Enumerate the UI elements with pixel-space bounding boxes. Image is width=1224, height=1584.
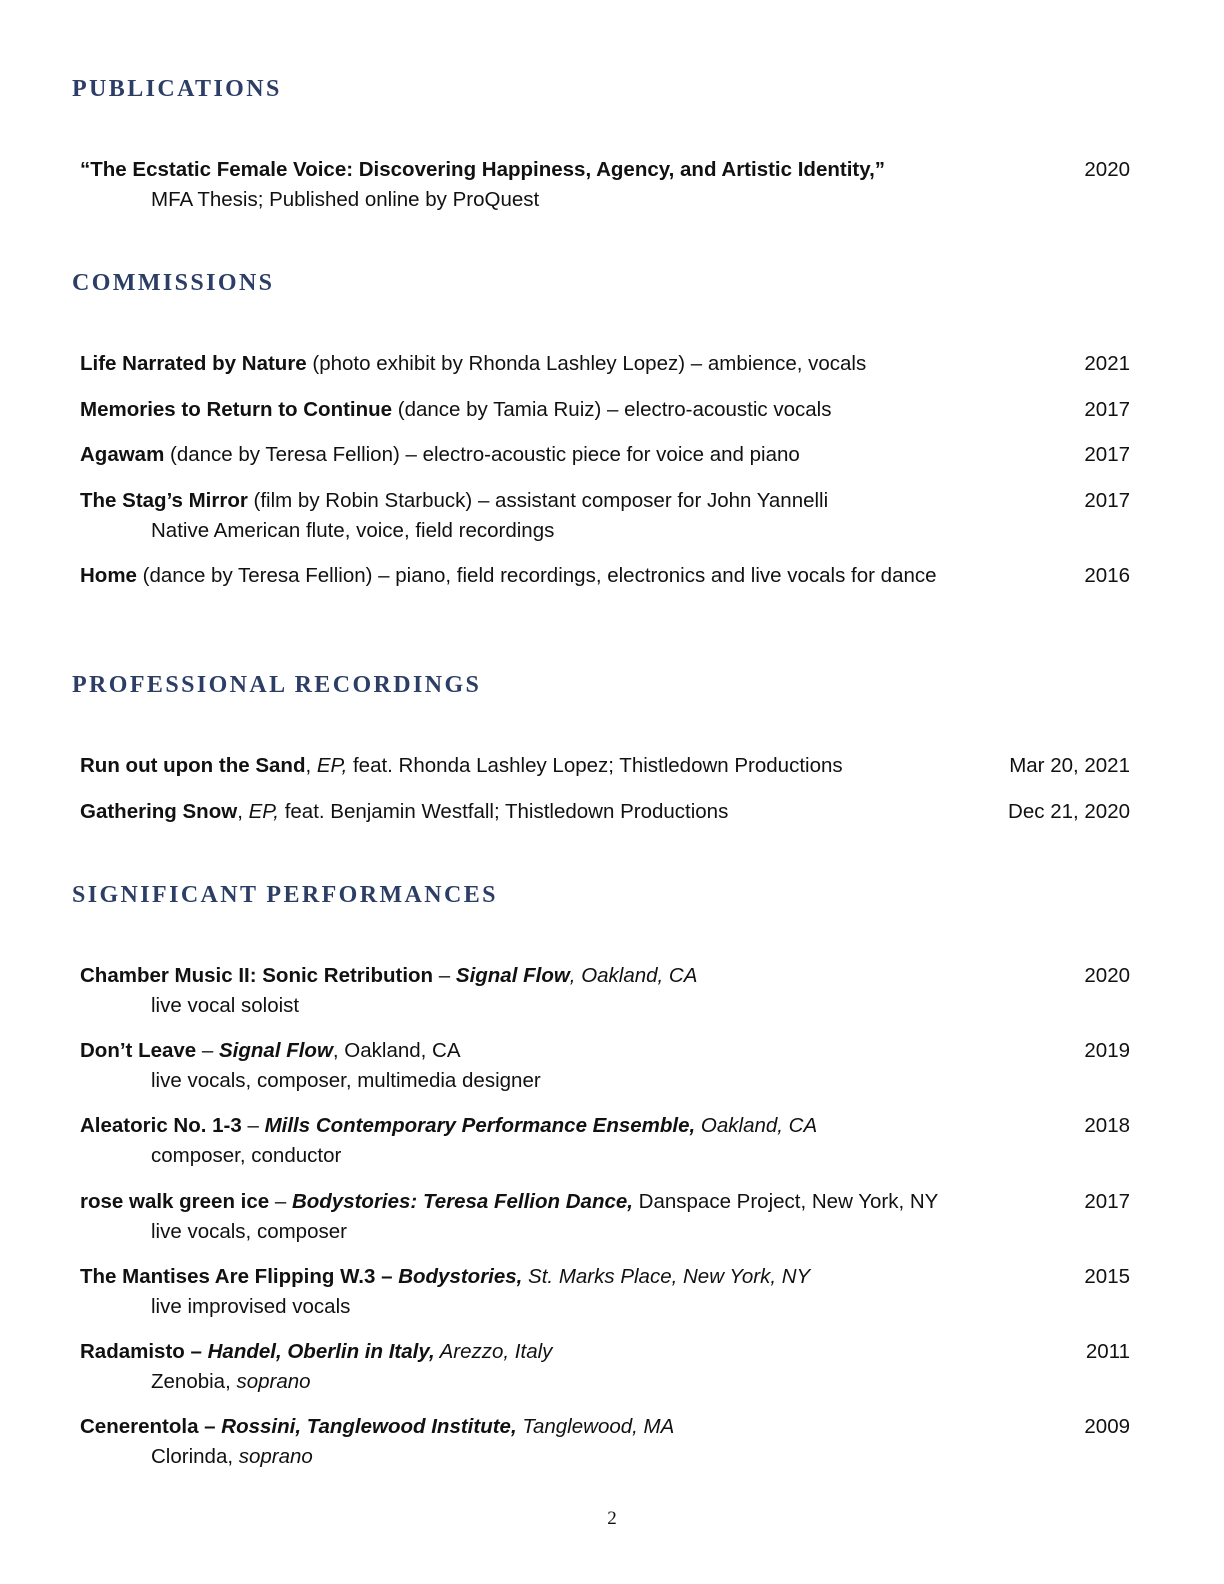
- commission-title: Memories to Return to Continue: [80, 398, 393, 421]
- performance-role: live vocals, composer: [151, 1220, 347, 1243]
- performance-entry: [80, 1262, 1130, 1322]
- performance-title: Aleatoric No. 1-3: [80, 1114, 242, 1137]
- performance-title: Cenerentola: [80, 1415, 199, 1438]
- performance-dash: –: [196, 1039, 219, 1062]
- performance-year: 2019: [1084, 1039, 1130, 1062]
- recording-title: Gathering Snow: [80, 800, 238, 823]
- performance-title: Chamber Music II: Sonic Retribution: [80, 964, 434, 987]
- performance-year: 2015: [1084, 1265, 1130, 1288]
- publication-title: “The Ecstatic Female Voice: Discovering Happiness, Agency, and Artistic Identity,”: [80, 158, 886, 181]
- recording-desc: feat. Rhonda Lashley Lopez; Thistledown Productions: [347, 754, 843, 777]
- performance-location: Danspace Project, New York, NY: [632, 1190, 939, 1213]
- performance-dash: –: [241, 1114, 265, 1137]
- performance-role: live improvised vocals: [151, 1295, 351, 1318]
- role-name: Zenobia,: [151, 1370, 237, 1393]
- commission-title: Life Narrated by Nature: [80, 352, 307, 375]
- recording-format: EP,: [248, 800, 279, 823]
- recording-entry: [80, 751, 1130, 781]
- performance-dash: –: [198, 1415, 222, 1438]
- performance-org: Mills Contemporary Performance Ensemble,: [264, 1114, 696, 1137]
- commission-year: 2017: [1084, 443, 1130, 466]
- performance-year: 2017: [1084, 1190, 1130, 1213]
- commission-desc: (dance by Tamia Ruiz) – electro-acoustic vocals: [392, 398, 832, 421]
- commission-desc: (dance by Teresa Fellion) – electro-acoustic piece for voice and piano: [164, 443, 800, 466]
- performance-entry: [80, 1337, 1130, 1397]
- performance-org: Bodystories,: [398, 1265, 523, 1288]
- performance-location: Arezzo, Italy: [434, 1340, 553, 1363]
- recording-sep: ,: [237, 800, 249, 823]
- performance-title: Radamisto: [80, 1340, 185, 1363]
- recording-sep: ,: [305, 754, 317, 777]
- commission-entry: [80, 349, 1130, 379]
- performance-entry: [80, 1111, 1130, 1171]
- commission-detail: Native American flute, voice, field recordings: [151, 519, 555, 542]
- performance-year: 2011: [1085, 1340, 1130, 1363]
- performance-dash: –: [375, 1265, 399, 1288]
- performance-dash: –: [433, 964, 456, 987]
- performance-entry: [80, 1187, 1130, 1247]
- performance-dash: –: [269, 1190, 292, 1213]
- recording-date: Mar 20, 2021: [1009, 754, 1130, 777]
- recording-format: EP,: [316, 754, 348, 777]
- commission-year: 2017: [1084, 398, 1130, 421]
- commission-entry: [80, 440, 1130, 470]
- publication-entry: [80, 155, 1130, 215]
- publication-year: 2020: [1084, 158, 1130, 181]
- performance-title: Don’t Leave: [80, 1039, 197, 1062]
- commission-entry: [80, 486, 1130, 546]
- commission-year: 2021: [1084, 352, 1130, 375]
- commission-desc: (dance by Teresa Fellion) – piano, field recordings, electronics and live vocals for dance: [136, 564, 937, 587]
- commission-entry: [80, 561, 1130, 591]
- performance-org: Signal Flow: [455, 964, 570, 987]
- performance-entry: [80, 1412, 1130, 1472]
- performance-entry: [80, 1036, 1130, 1096]
- commission-desc: (film by Robin Starbuck) – assistant composer for John Yannelli: [247, 489, 829, 512]
- performance-location: Tanglewood, MA: [516, 1415, 675, 1438]
- performance-location: , Oakland, CA: [569, 964, 698, 987]
- role-name: Clorinda,: [151, 1445, 239, 1468]
- performances-heading: SIGNIFICANT PERFORMANCES: [72, 882, 498, 908]
- role-voice: soprano: [238, 1445, 313, 1468]
- publications-heading: PUBLICATIONS: [72, 76, 282, 102]
- recording-date: Dec 21, 2020: [1008, 800, 1130, 823]
- performance-role: [80, 1442, 1130, 1472]
- performance-location: , Oakland, CA: [332, 1039, 461, 1062]
- performance-location: St. Marks Place, New York, NY: [522, 1265, 811, 1288]
- performance-entry: [80, 961, 1130, 1021]
- performance-org: Signal Flow: [219, 1039, 333, 1062]
- recording-entry: [80, 797, 1130, 827]
- commission-entry: [80, 395, 1130, 425]
- performance-org: Bodystories: Teresa Fellion Dance,: [291, 1190, 633, 1213]
- recordings-heading: PROFESSIONAL RECORDINGS: [72, 672, 482, 698]
- commission-desc: (photo exhibit by Rhonda Lashley Lopez) – ambience, vocals: [306, 352, 867, 375]
- commission-year: 2016: [1084, 564, 1130, 587]
- performance-dash: –: [184, 1340, 208, 1363]
- commission-title: Home: [80, 564, 137, 587]
- recording-desc: feat. Benjamin Westfall; Thistledown Productions: [279, 800, 729, 823]
- publication-detail: MFA Thesis; Published online by ProQuest: [151, 188, 540, 211]
- performance-org: Handel, Oberlin in Italy,: [207, 1340, 435, 1363]
- performance-title: The Mantises Are Flipping W.3: [80, 1265, 376, 1288]
- performance-role: live vocals, composer, multimedia designer: [151, 1069, 541, 1092]
- recording-title: Run out upon the Sand: [80, 754, 306, 777]
- performance-role: [80, 1367, 1130, 1397]
- performance-title: rose walk green ice: [80, 1190, 270, 1213]
- performance-year: 2018: [1084, 1114, 1130, 1137]
- performance-role: composer, conductor: [151, 1144, 342, 1167]
- performance-org: Rossini, Tanglewood Institute,: [221, 1415, 517, 1438]
- performance-year: 2009: [1084, 1415, 1130, 1438]
- commission-title: The Stag’s Mirror: [80, 489, 248, 512]
- performance-role: live vocal soloist: [151, 994, 300, 1017]
- commission-year: 2017: [1084, 489, 1130, 512]
- performance-year: 2020: [1084, 964, 1130, 987]
- page-number: 2: [607, 1508, 617, 1529]
- commission-title: Agawam: [80, 443, 165, 466]
- performance-location: Oakland, CA: [695, 1114, 818, 1137]
- commissions-heading: COMMISSIONS: [72, 270, 275, 296]
- role-voice: soprano: [236, 1370, 311, 1393]
